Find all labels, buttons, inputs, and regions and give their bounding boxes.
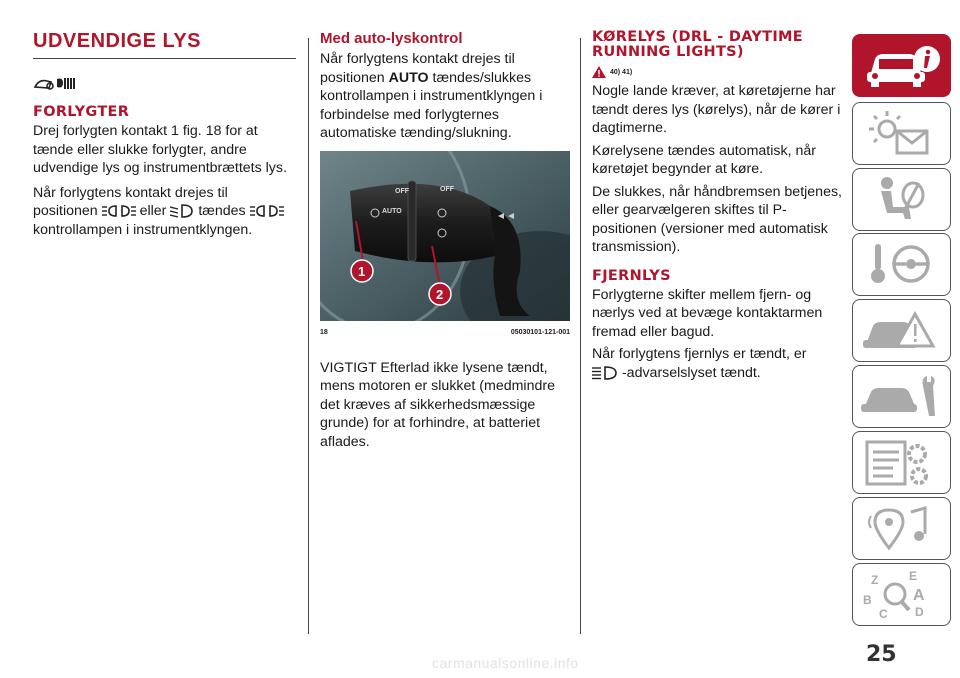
lights-symbol-group bbox=[33, 73, 295, 95]
nav-tab-car-info[interactable] bbox=[852, 34, 951, 97]
text-span: Når forlygtens fjernlys er tændt, er bbox=[592, 346, 807, 362]
paragraph: Kørelysene tændes automatisk, når køretøjet begynder at køre. bbox=[592, 142, 816, 177]
seat-airbag-icon bbox=[853, 169, 949, 229]
callout-1: 1 bbox=[358, 263, 366, 279]
document-gears-icon bbox=[853, 432, 949, 492]
auto-keyword: AUTO bbox=[388, 69, 429, 86]
left-column bbox=[33, 30, 295, 239]
column-divider bbox=[308, 38, 309, 634]
warning-refs: 40) 41) bbox=[610, 68, 633, 76]
warning-triangle-icon bbox=[592, 66, 606, 78]
svg-text:B: B bbox=[863, 593, 872, 607]
paragraph bbox=[33, 184, 295, 240]
page-number: 25 bbox=[866, 642, 897, 667]
text-span: kontrollampen i instrumentklyngen. bbox=[33, 221, 253, 238]
car-warning-icon bbox=[853, 300, 949, 360]
text-span: eller bbox=[139, 203, 167, 219]
car-info-icon bbox=[853, 35, 949, 95]
key-steering-wheel-icon bbox=[853, 234, 949, 294]
paragraph: Forlygterne skifter mellem fjern- og nærlys ved at bevæge kontaktarmen fremad eller bagud. bbox=[592, 286, 823, 340]
parking-light-indicator-icon bbox=[250, 204, 284, 218]
sun-envelope-icon bbox=[853, 103, 949, 163]
svg-text:E: E bbox=[909, 569, 918, 583]
watermark: carmanualsonline.info bbox=[432, 655, 579, 671]
paragraph: Drej forlygten kontakt 1 fig. 18 for at tænde eller slukke forlygter, andre udvendige lys og instrumentbrættets lys. bbox=[33, 123, 287, 176]
svg-text:C: C bbox=[879, 607, 888, 621]
high-beam-icon bbox=[592, 366, 618, 380]
nav-tab-dashboard-lights[interactable] bbox=[852, 102, 951, 165]
paragraph: De slukkes, når håndbremsen betjenes, eller gearvælgeren skiftes til P-positionen (versioner med automatisk transmission). bbox=[592, 183, 842, 255]
section-heading-high-beam: FJERNLYS bbox=[592, 267, 671, 284]
nav-tab-safety[interactable] bbox=[852, 168, 951, 231]
text-span: tændes bbox=[198, 203, 246, 219]
paragraph bbox=[320, 50, 570, 143]
text-span: Når forlygtens kontakt drejes til positionen bbox=[320, 51, 515, 86]
nav-tab-warning-lights[interactable] bbox=[852, 299, 951, 362]
exterior-lights-icon bbox=[33, 73, 77, 93]
figure-18 bbox=[320, 151, 570, 351]
svg-text:A: A bbox=[913, 587, 925, 604]
figure-code: 05030101-121-001 bbox=[510, 328, 570, 336]
column-divider bbox=[580, 38, 581, 634]
alphabet-index-icon bbox=[853, 564, 949, 624]
car-wrench-icon bbox=[853, 366, 949, 426]
section-heading-auto: Med auto-lyskontrol bbox=[320, 30, 463, 47]
nav-tab-index[interactable] bbox=[852, 563, 951, 626]
figure-label-auto: AUTO bbox=[382, 207, 402, 215]
paragraph: Nogle lande kræver, at køretøjerne har tændt deres lys (kørelys), når de kører i dagtimerne. bbox=[592, 83, 841, 136]
low-beam-icon bbox=[170, 204, 194, 218]
parking-light-icon bbox=[102, 204, 136, 218]
nav-tab-starting-driving[interactable] bbox=[852, 233, 951, 296]
location-music-icon bbox=[853, 498, 949, 558]
figure-caption bbox=[320, 329, 570, 336]
light-switch-photo bbox=[320, 151, 570, 321]
nav-tab-technical-data[interactable] bbox=[852, 431, 951, 494]
section-heading-headlights: FORLYGTER bbox=[33, 104, 130, 120]
callout-2: 2 bbox=[436, 286, 444, 302]
right-column bbox=[592, 30, 842, 382]
nav-tab-multimedia[interactable] bbox=[852, 497, 951, 560]
figure-number: 18 bbox=[320, 328, 328, 336]
figure-label-off1: OFF bbox=[395, 187, 409, 195]
warning-reference bbox=[592, 66, 842, 78]
important-note: VIGTIGT Efterlad ikke lysene tændt, mens motoren er slukket (medmindre det kræves af sikkerhedsmæssige grunde) for at forhindre, at batteriet aflades. bbox=[320, 359, 555, 450]
text-span: -advarselslyset tændt. bbox=[621, 364, 761, 381]
figure-label-off2: OFF bbox=[440, 185, 454, 193]
section-heading-drl: KØRELYS (DRL - DAYTIME RUNNING LIGHTS) bbox=[592, 29, 803, 60]
text-span: tændes/slukkes kontrollampen i instrumentklyngen i forbindelse med forlygternes automatiske tænding/slukning. bbox=[320, 69, 543, 141]
text-span: Når forlygtens kontakt drejes til positionen bbox=[33, 184, 228, 219]
paragraph bbox=[592, 345, 842, 382]
middle-column bbox=[320, 30, 570, 451]
nav-tab-maintenance[interactable] bbox=[852, 365, 951, 428]
svg-text:D: D bbox=[915, 605, 924, 619]
page-title: UDVENDIGE LYS bbox=[33, 30, 296, 59]
svg-text:Z: Z bbox=[871, 573, 879, 587]
